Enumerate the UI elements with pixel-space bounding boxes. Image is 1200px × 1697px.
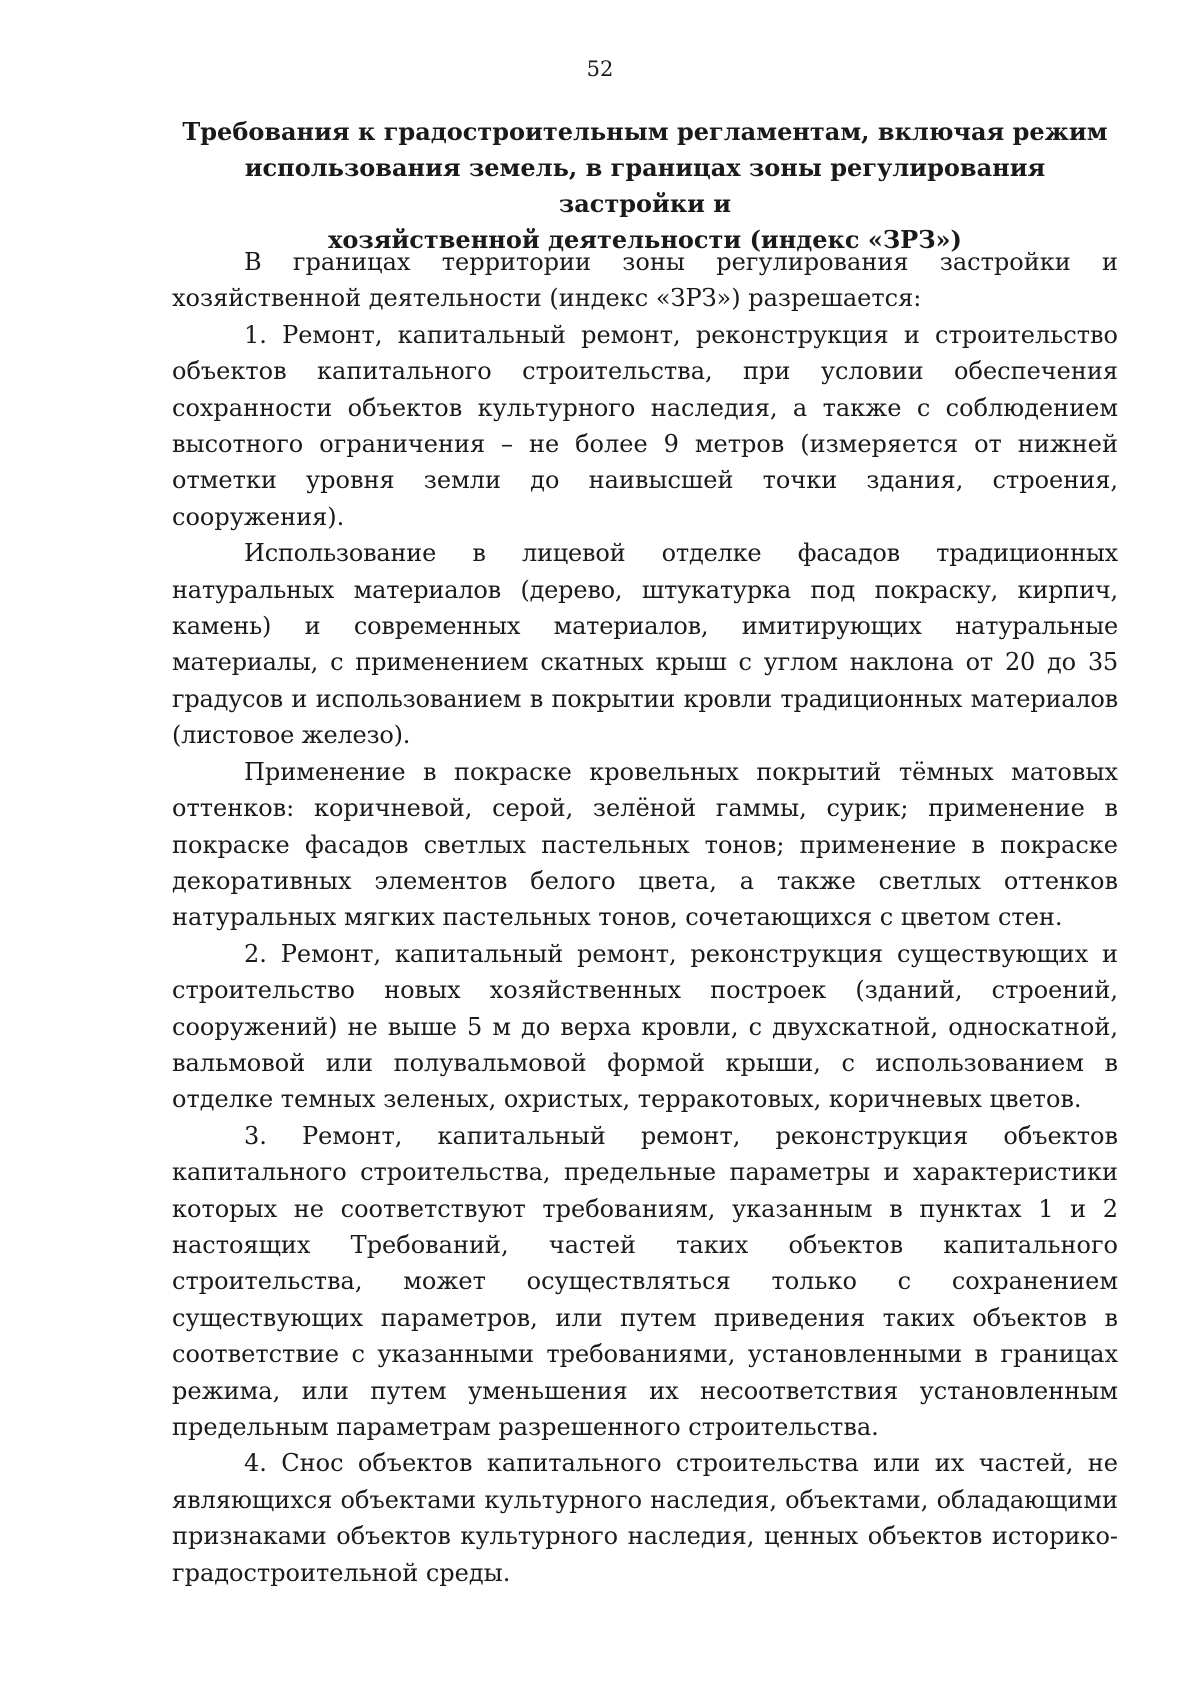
heading-line-1: Требования к градостроительным регламентам, включая режим — [182, 117, 1108, 146]
paragraph-intro: В границах территории зоны регулирования застройки и хозяйственной деятельности (индекс «ЗРЗ») разрешается: — [172, 248, 1118, 313]
heading-line-3: хозяйственной деятельности (индекс «ЗРЗ») — [328, 225, 962, 254]
paragraph-color-scheme: Применение в покраске кровельных покрытий тёмных матовых оттенков: коричневой, серой, зелёной гаммы, сурик; применение в покраске фасадов светлых пастельных тонов; применение в покраске декоративных элементов белого цвета, а также светлых оттенков натуральных мягких пастельных тонов, сочетающихся с цветом стен. — [172, 757, 1118, 932]
heading-line-2: использования земель, в границах зоны регулирования застройки и — [244, 153, 1046, 218]
document-body — [172, 244, 1118, 1591]
document-heading — [170, 114, 1120, 258]
page-number: 52 — [586, 57, 614, 81]
paragraph-item-1: 1. Ремонт, капитальный ремонт, реконструкция и строительство объектов капитального строительства, при условии обеспечения сохранности объектов культурного наследия, а также с соблюдением высотного ограничения – не более 9 метров (измеряется от нижней отметки уровня земли до наивысшей точки здания, строения, сооружения). — [172, 320, 1118, 531]
paragraph-facade-materials: Использование в лицевой отделке фасадов традиционных натуральных материалов (дерево, штукатурка под покраску, кирпич, камень) и современных материалов, имитирующих натуральные материалы, с применением скатных крыш с углом наклона от 20 до 35 градусов и использованием в покрытии кровли традиционных материалов (листовое железо). — [172, 539, 1118, 750]
paragraph-item-3: 3. Ремонт, капитальный ремонт, реконструкция объектов капитального строительства, предельные параметры и характеристики которых не соответствуют требованиям, указанным в пунктах 1 и 2 настоящих Требований, частей таких объектов капитального строительства, может осуществляться только с сохранением существующих параметров, или путем приведения таких объектов в соответствие с указанными требованиями, установленными в границах режима, или путем уменьшения их несоответствия установленным предельным параметрам разрешенного строительства. — [172, 1121, 1118, 1441]
paragraph-item-2: 2. Ремонт, капитальный ремонт, реконструкция существующих и строительство новых хозяйственных построек (зданий, строений, сооружений) не выше 5 м до верха кровли, с двухскатной, односкатной, вальмовой или полувальмовой формой крыши, с использованием в отделке темных зеленых, охристых, терракотовых, коричневых цветов. — [172, 939, 1118, 1114]
paragraph-item-4: 4. Снос объектов капитального строительства или их частей, не являющихся объектами культурного наследия, объектами, обладающими признаками объектов культурного наследия, ценных объектов историко-градостроительной среды. — [172, 1449, 1118, 1587]
